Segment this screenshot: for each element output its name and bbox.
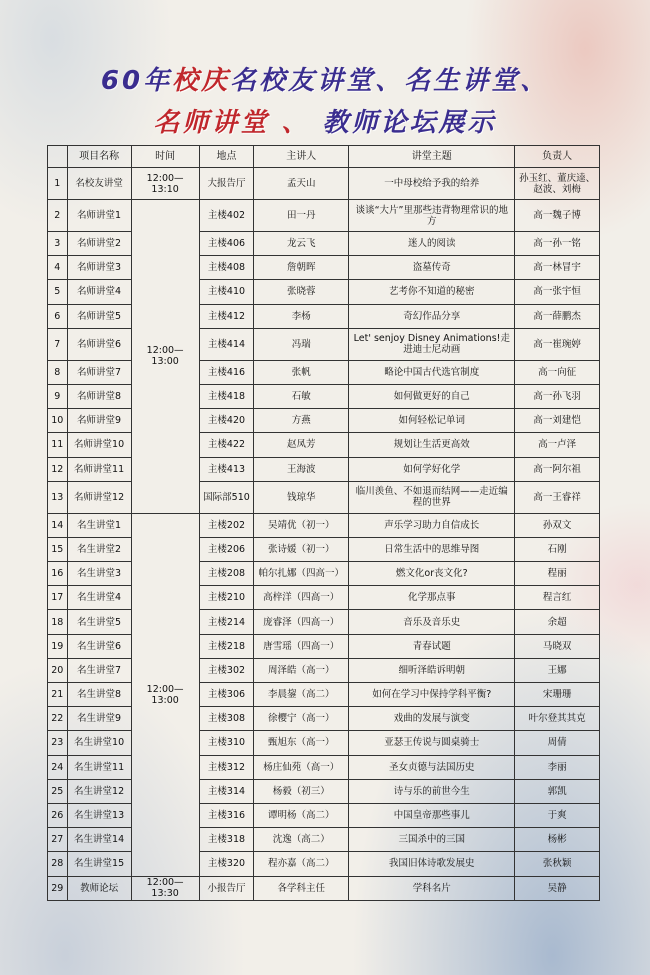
table-row	[48, 707, 600, 731]
project-name: 教师论坛	[67, 876, 131, 900]
owner: 李丽	[515, 755, 600, 779]
row-number: 11	[48, 433, 68, 457]
project-name: 名师讲堂1	[67, 200, 131, 232]
speaker: 沈逸（高二）	[254, 828, 349, 852]
table-row	[48, 683, 600, 707]
location: 主楼402	[199, 200, 254, 232]
owner: 周倩	[515, 731, 600, 755]
time-cell: 12:00—13:00	[131, 200, 199, 514]
table-row	[48, 457, 600, 481]
speaker: 石敏	[254, 384, 349, 408]
project-name: 名生讲堂1	[67, 513, 131, 537]
row-number: 8	[48, 360, 68, 384]
row-number: 10	[48, 409, 68, 433]
project-name: 名师讲堂10	[67, 433, 131, 457]
project-name: 名生讲堂10	[67, 731, 131, 755]
location: 主楼418	[199, 384, 254, 408]
project-name: 名师讲堂12	[67, 481, 131, 513]
speaker: 庞睿泽（四高一）	[254, 610, 349, 634]
row-number: 20	[48, 658, 68, 682]
speaker: 钱琼华	[254, 481, 349, 513]
topic: 青春试题	[349, 634, 515, 658]
location: 主楼413	[199, 457, 254, 481]
row-number: 24	[48, 755, 68, 779]
topic: 戏曲的发展与演变	[349, 707, 515, 731]
project-name: 名生讲堂7	[67, 658, 131, 682]
table-row	[48, 280, 600, 304]
owner: 张秋颖	[515, 852, 600, 876]
owner: 宋珊珊	[515, 683, 600, 707]
topic: 迷人的阅读	[349, 232, 515, 256]
project-name: 名生讲堂8	[67, 683, 131, 707]
topic: 盗墓传奇	[349, 256, 515, 280]
project-name: 名生讲堂5	[67, 610, 131, 634]
location: 主楼218	[199, 634, 254, 658]
topic: 三国杀中的三国	[349, 828, 515, 852]
speaker: 孟天山	[254, 168, 349, 200]
speaker: 程亦嘉（高二）	[254, 852, 349, 876]
row-number: 3	[48, 232, 68, 256]
owner: 叶尔登其其克	[515, 707, 600, 731]
project-name: 名生讲堂3	[67, 562, 131, 586]
topic: 学科名片	[349, 876, 515, 900]
location: 主楼302	[199, 658, 254, 682]
owner: 高一向征	[515, 360, 600, 384]
row-number: 6	[48, 304, 68, 328]
row-number: 28	[48, 852, 68, 876]
table-row	[48, 779, 600, 803]
owner: 程丽	[515, 562, 600, 586]
project-name: 名师讲堂6	[67, 328, 131, 360]
location: 国际部510	[199, 481, 254, 513]
speaker: 张诗媛（初一）	[254, 537, 349, 561]
row-number: 1	[48, 168, 68, 200]
speaker: 张晓蓉	[254, 280, 349, 304]
topic: 临川羡鱼、不如退而结网——走近编程的世界	[349, 481, 515, 513]
topic: 音乐及音乐史	[349, 610, 515, 634]
table-row	[48, 433, 600, 457]
project-name: 名生讲堂6	[67, 634, 131, 658]
location: 主楼206	[199, 537, 254, 561]
topic: 如何做更好的自己	[349, 384, 515, 408]
owner: 杨彬	[515, 828, 600, 852]
location: 主楼312	[199, 755, 254, 779]
owner: 高一孙一铭	[515, 232, 600, 256]
speaker: 张帆	[254, 360, 349, 384]
speaker: 王海波	[254, 457, 349, 481]
row-number: 17	[48, 586, 68, 610]
header-owner: 负责人	[515, 146, 600, 168]
location: 主楼310	[199, 731, 254, 755]
row-number: 26	[48, 803, 68, 827]
project-name: 名生讲堂13	[67, 803, 131, 827]
table-row	[48, 481, 600, 513]
speaker: 高梓洋（四高一）	[254, 586, 349, 610]
table-row	[48, 803, 600, 827]
speaker: 杨庄仙苑（高一）	[254, 755, 349, 779]
row-number: 23	[48, 731, 68, 755]
owner: 高一刘建恺	[515, 409, 600, 433]
project-name: 名师讲堂11	[67, 457, 131, 481]
location: 主楼314	[199, 779, 254, 803]
project-name: 名师讲堂4	[67, 280, 131, 304]
owner: 高一阿尔祖	[515, 457, 600, 481]
table-row	[48, 586, 600, 610]
speaker: 各学科主任	[254, 876, 349, 900]
owner: 于爽	[515, 803, 600, 827]
header-topic: 讲堂主题	[349, 146, 515, 168]
header-time: 时间	[131, 146, 199, 168]
row-number: 25	[48, 779, 68, 803]
topic: 日常生活中的思维导图	[349, 537, 515, 561]
topic: 如何轻松记单词	[349, 409, 515, 433]
row-number: 21	[48, 683, 68, 707]
table-row	[48, 562, 600, 586]
row-number: 15	[48, 537, 68, 561]
time-cell: 12:00—13:00	[131, 513, 199, 876]
row-number: 19	[48, 634, 68, 658]
row-number: 18	[48, 610, 68, 634]
owner: 高一王睿祥	[515, 481, 600, 513]
table-row	[48, 537, 600, 561]
table-row	[48, 409, 600, 433]
project-name: 名生讲堂11	[67, 755, 131, 779]
page-title-line-2: 名师讲堂 、 教师论坛展示	[153, 108, 497, 138]
location: 主楼208	[199, 562, 254, 586]
row-number: 4	[48, 256, 68, 280]
owner: 孙玉红、董庆逵、赵波、刘梅	[515, 168, 600, 200]
location: 主楼422	[199, 433, 254, 457]
row-number: 16	[48, 562, 68, 586]
owner: 高一张宇恒	[515, 280, 600, 304]
location: 主楼414	[199, 328, 254, 360]
table-header-row	[48, 146, 600, 168]
project-name: 名师讲堂8	[67, 384, 131, 408]
owner: 高一卢泽	[515, 433, 600, 457]
table-row	[48, 610, 600, 634]
row-number: 9	[48, 384, 68, 408]
location: 主楼416	[199, 360, 254, 384]
speaker: 唐雪瑶（四高一）	[254, 634, 349, 658]
topic: 如何学好化学	[349, 457, 515, 481]
project-name: 名师讲堂2	[67, 232, 131, 256]
topic: 圣女贞德与法国历史	[349, 755, 515, 779]
location: 小报告厅	[199, 876, 254, 900]
topic: Let' senjoy Disney Animations!走进迪士尼动画	[349, 328, 515, 360]
table-row	[48, 658, 600, 682]
speaker: 甄旭东（高一）	[254, 731, 349, 755]
table-row	[48, 384, 600, 408]
table-row	[48, 168, 600, 200]
location: 主楼410	[199, 280, 254, 304]
time-cell: 12:00—13:30	[131, 876, 199, 900]
time-cell: 12:00—13:10	[131, 168, 199, 200]
location: 主楼406	[199, 232, 254, 256]
owner: 高一薛鹏杰	[515, 304, 600, 328]
row-number: 13	[48, 481, 68, 513]
owner: 吴静	[515, 876, 600, 900]
header-location: 地点	[199, 146, 254, 168]
speaker: 赵凤芳	[254, 433, 349, 457]
header-speaker: 主讲人	[254, 146, 349, 168]
owner: 孙双文	[515, 513, 600, 537]
project-name: 名师讲堂3	[67, 256, 131, 280]
owner: 余超	[515, 610, 600, 634]
topic: 化学那点事	[349, 586, 515, 610]
speaker: 帕尔扎娜（四高一）	[254, 562, 349, 586]
row-number: 29	[48, 876, 68, 900]
owner: 王娜	[515, 658, 600, 682]
speaker: 谭明杨（高二）	[254, 803, 349, 827]
header-no	[48, 146, 68, 168]
table-row	[48, 256, 600, 280]
speaker: 李杨	[254, 304, 349, 328]
location: 主楼306	[199, 683, 254, 707]
speaker: 詹朝晖	[254, 256, 349, 280]
topic: 亚瑟王传说与圆桌骑士	[349, 731, 515, 755]
table-row	[48, 304, 600, 328]
topic: 艺考你不知道的秘密	[349, 280, 515, 304]
topic: 诗与乐的前世今生	[349, 779, 515, 803]
table-row	[48, 360, 600, 384]
speaker: 李晨鋆（高二）	[254, 683, 349, 707]
location: 主楼318	[199, 828, 254, 852]
speaker: 周泽皓（高一）	[254, 658, 349, 682]
topic: 细听泽皓诉明朝	[349, 658, 515, 682]
table-row	[48, 876, 600, 900]
speaker: 方燕	[254, 409, 349, 433]
project-name: 名生讲堂4	[67, 586, 131, 610]
table-row	[48, 200, 600, 232]
owner: 高一崔琬婷	[515, 328, 600, 360]
location: 主楼202	[199, 513, 254, 537]
speaker: 田一丹	[254, 200, 349, 232]
speaker: 徐樱宁（高一）	[254, 707, 349, 731]
table-row	[48, 755, 600, 779]
row-number: 14	[48, 513, 68, 537]
project-name: 名生讲堂12	[67, 779, 131, 803]
header-name: 项目名称	[67, 146, 131, 168]
table-row	[48, 731, 600, 755]
topic: 略论中国古代选官制度	[349, 360, 515, 384]
owner: 高一孙飞羽	[515, 384, 600, 408]
owner: 石刚	[515, 537, 600, 561]
owner: 高一林冒宇	[515, 256, 600, 280]
owner: 程言红	[515, 586, 600, 610]
speaker: 吴靖优（初一）	[254, 513, 349, 537]
location: 主楼210	[199, 586, 254, 610]
row-number: 5	[48, 280, 68, 304]
speaker: 冯瑞	[254, 328, 349, 360]
row-number: 22	[48, 707, 68, 731]
location: 主楼214	[199, 610, 254, 634]
project-name: 名生讲堂9	[67, 707, 131, 731]
owner: 郭凯	[515, 779, 600, 803]
speaker: 龙云飞	[254, 232, 349, 256]
project-name: 名师讲堂5	[67, 304, 131, 328]
topic: 谈谈“大片”里那些违背物理常识的地方	[349, 200, 515, 232]
owner: 马晓双	[515, 634, 600, 658]
project-name: 名校友讲堂	[67, 168, 131, 200]
location: 主楼412	[199, 304, 254, 328]
project-name: 名生讲堂15	[67, 852, 131, 876]
speaker: 杨毅（初三）	[254, 779, 349, 803]
location: 主楼316	[199, 803, 254, 827]
topic: 如何在学习中保持学科平衡?	[349, 683, 515, 707]
row-number: 2	[48, 200, 68, 232]
page-title-line-1: 60年校庆名校友讲堂、名生讲堂、	[100, 66, 550, 96]
topic: 一中母校给予我的给养	[349, 168, 515, 200]
table-row	[48, 232, 600, 256]
schedule-table	[47, 145, 600, 901]
project-name: 名师讲堂7	[67, 360, 131, 384]
topic: 中国皇帝那些事儿	[349, 803, 515, 827]
location: 主楼420	[199, 409, 254, 433]
row-number: 12	[48, 457, 68, 481]
table-row	[48, 852, 600, 876]
location: 大报告厅	[199, 168, 254, 200]
location: 主楼320	[199, 852, 254, 876]
topic: 奇幻作品分享	[349, 304, 515, 328]
topic: 燃文化or丧文化?	[349, 562, 515, 586]
row-number: 7	[48, 328, 68, 360]
project-name: 名生讲堂2	[67, 537, 131, 561]
project-name: 名生讲堂14	[67, 828, 131, 852]
location: 主楼308	[199, 707, 254, 731]
owner: 高一魏子博	[515, 200, 600, 232]
table-row	[48, 828, 600, 852]
topic: 规划让生活更高效	[349, 433, 515, 457]
row-number: 27	[48, 828, 68, 852]
topic: 我国旧体诗歌发展史	[349, 852, 515, 876]
topic: 声乐学习助力自信成长	[349, 513, 515, 537]
project-name: 名师讲堂9	[67, 409, 131, 433]
table-row	[48, 634, 600, 658]
table-row	[48, 513, 600, 537]
location: 主楼408	[199, 256, 254, 280]
table-row	[48, 328, 600, 360]
